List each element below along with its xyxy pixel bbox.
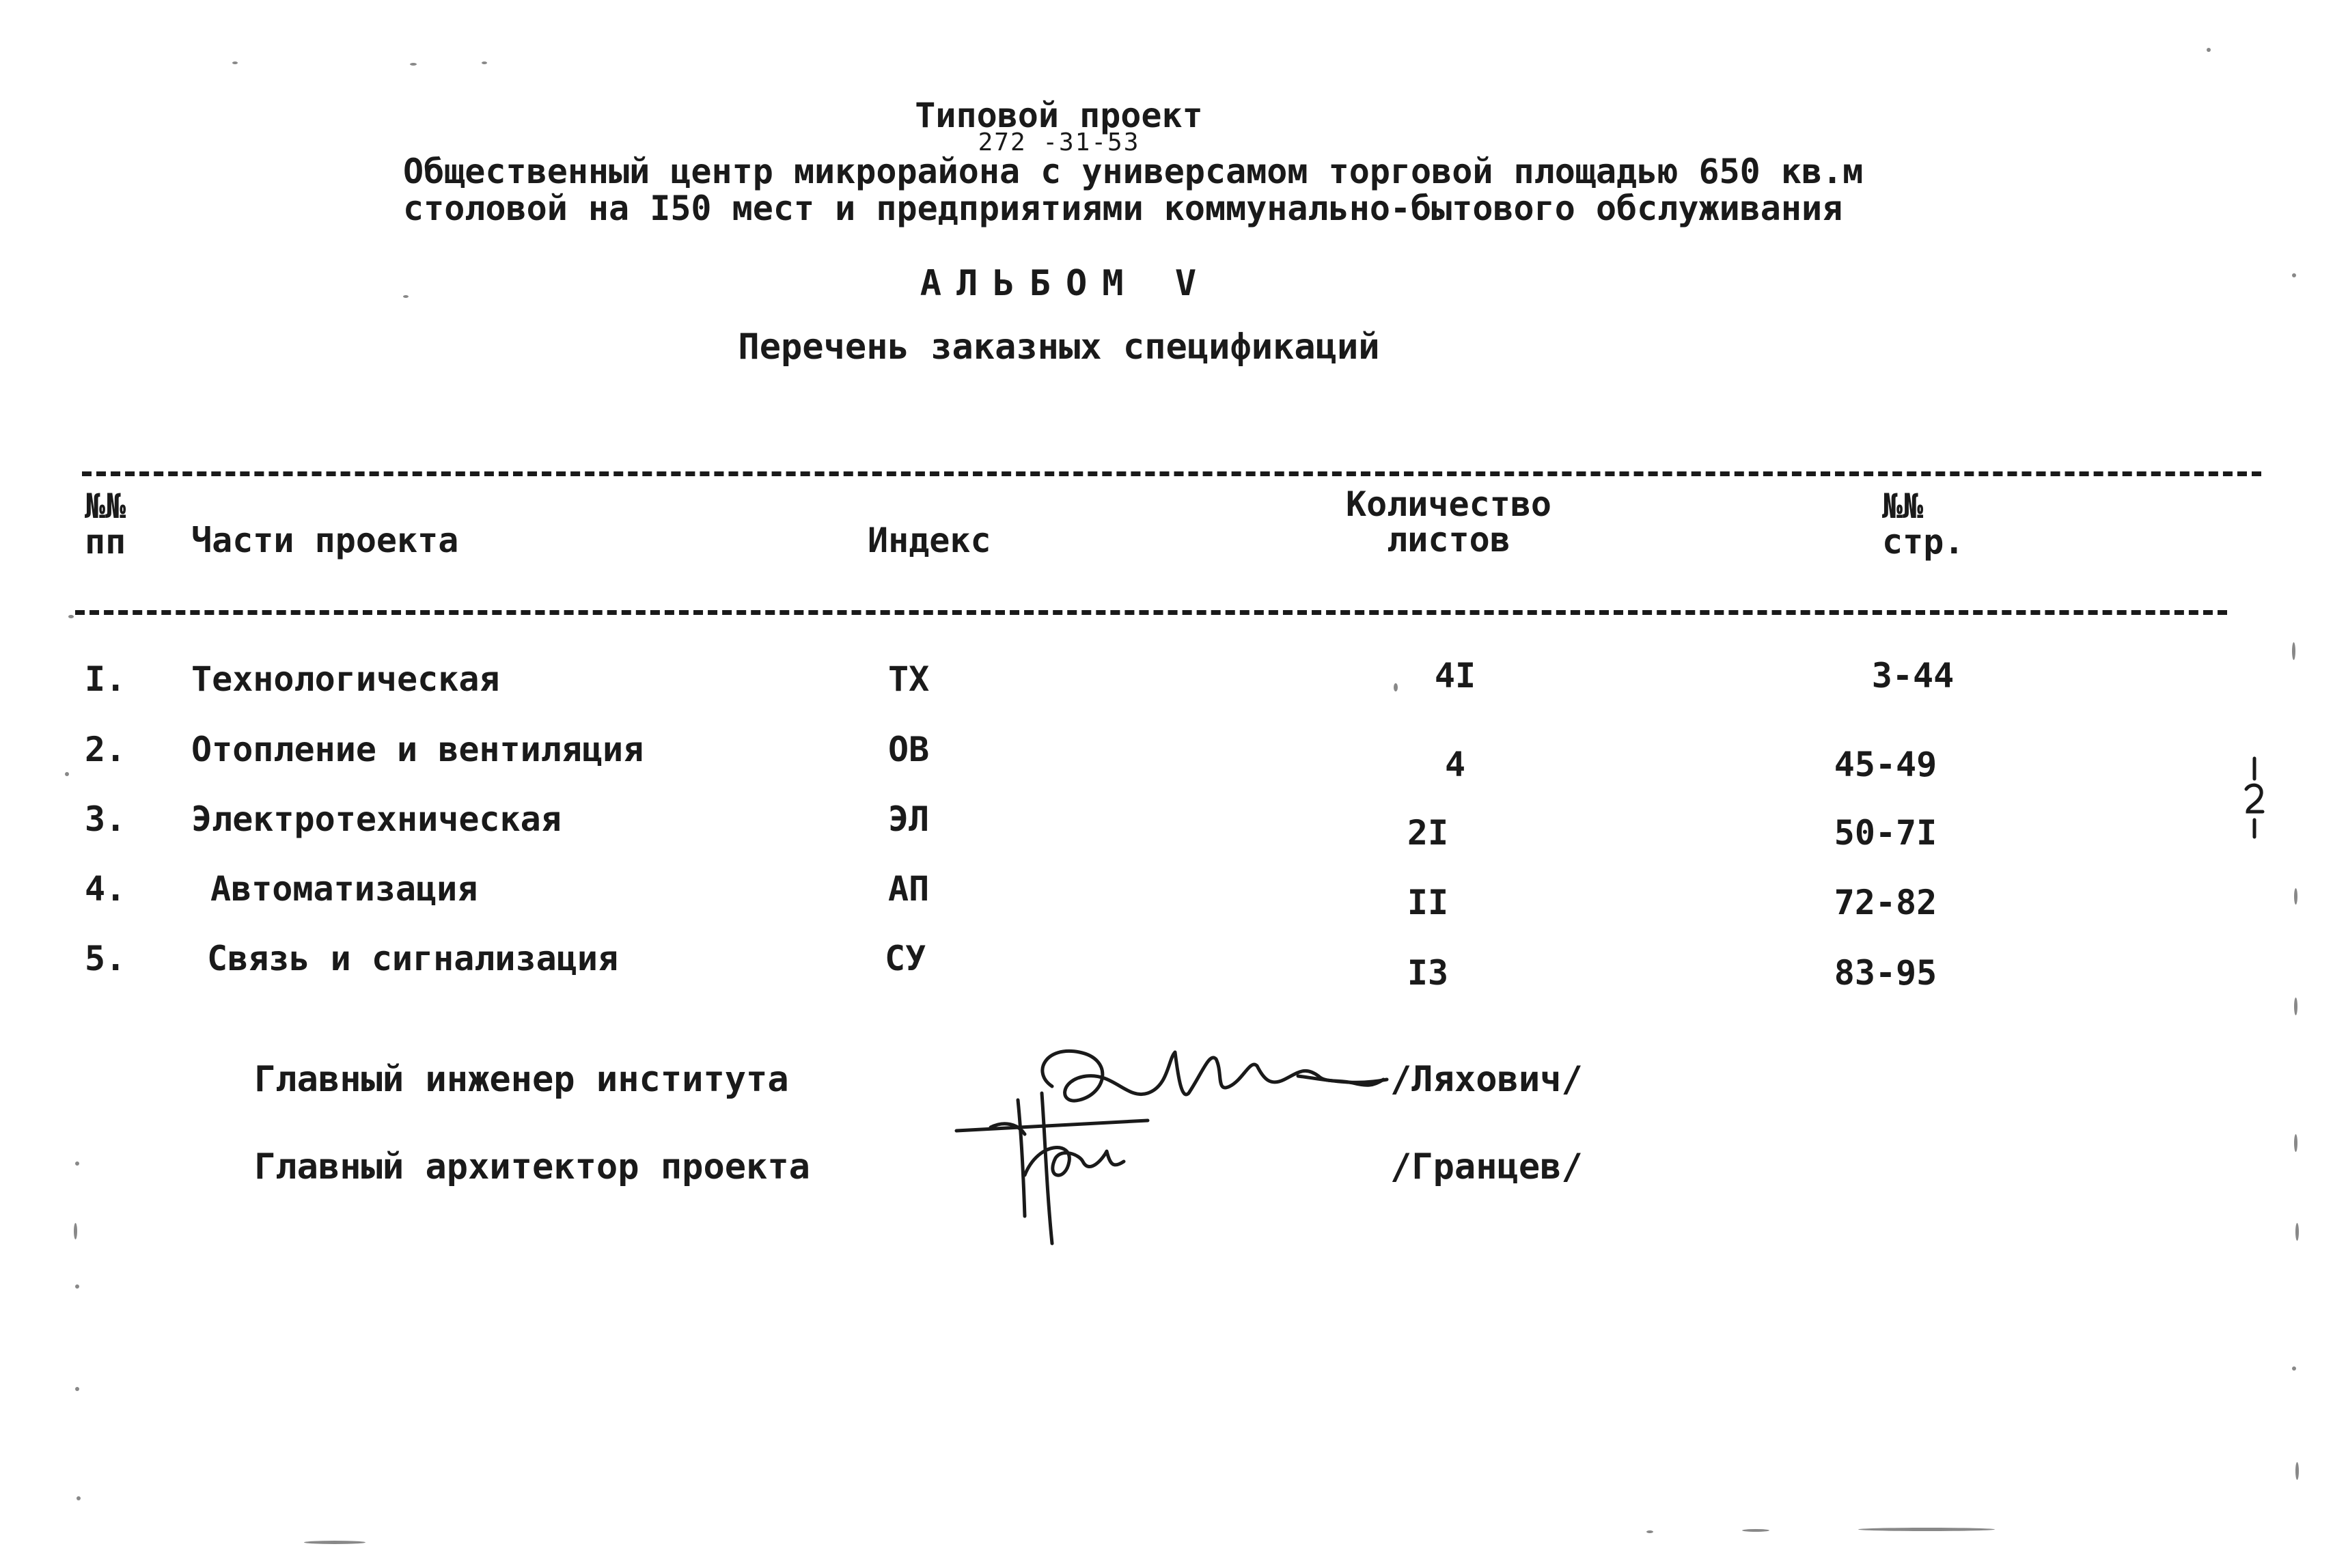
scan-speck: [304, 1541, 365, 1544]
row-index: ЭЛ: [888, 799, 930, 839]
row-part: Автоматизация: [210, 869, 478, 909]
row-pages: 50-7I: [1834, 813, 1937, 853]
header-number-line2: пп: [85, 522, 126, 562]
row-number: 4.: [85, 869, 126, 909]
page-number-mark: [2234, 752, 2275, 840]
scan-speck: [2207, 48, 2211, 52]
row-part: Технологическая: [191, 659, 500, 699]
scan-speck: [2295, 1223, 2299, 1241]
project-description-line-1: Общественный центр микрорайона с универсамом торговой площадью 650 кв.м: [403, 152, 1864, 191]
signature-role-chief-engineer: Главный инженер института: [254, 1059, 789, 1100]
table-top-rule: [82, 471, 2261, 476]
header-pages-line2: стр.: [1882, 522, 1965, 562]
project-number: 272 -31-53: [978, 128, 1140, 156]
row-index: СУ: [885, 939, 926, 978]
scan-speck: [410, 63, 417, 66]
scan-speck: [1858, 1528, 1995, 1531]
table-header-rule: [75, 610, 2227, 615]
row-sheets: 4I: [1434, 656, 1476, 696]
row-index: ТХ: [888, 659, 930, 699]
header-number-line1: №№: [85, 486, 126, 526]
row-pages: 45-49: [1834, 745, 1937, 784]
row-pages: 3-44: [1871, 656, 1955, 696]
scan-speck: [68, 615, 74, 618]
row-sheets: II: [1407, 883, 1449, 922]
scan-speck: [2294, 998, 2297, 1015]
scan-speck: [2294, 888, 2297, 905]
row-number: I.: [85, 659, 126, 699]
row-pages: 72-82: [1834, 883, 1937, 922]
row-number: 2.: [85, 730, 126, 769]
row-sheets: I3: [1407, 953, 1449, 993]
signature-name-chief-architect: /Гранцев/: [1390, 1146, 1583, 1187]
scan-speck: [75, 1387, 79, 1391]
row-part: Электротехническая: [191, 799, 562, 839]
scan-speck: [1742, 1529, 1769, 1532]
scan-speck: [482, 61, 487, 64]
header-number: [85, 486, 126, 562]
header-pages: [1882, 486, 1965, 562]
header-sheets-line2: листов: [1387, 520, 1510, 560]
scan-speck: [74, 1223, 77, 1239]
project-description-line-2: столовой на I50 мест и предприятиями коммунально-бытового обслуживания: [403, 189, 1843, 228]
scan-speck: [75, 1161, 79, 1166]
album-title: АЛЬБОМ V: [920, 263, 1212, 304]
handwritten-signatures-image: [943, 1011, 1421, 1284]
header-sheets: [1346, 486, 1551, 558]
scan-speck: [2292, 273, 2296, 277]
header-index: Индекс: [868, 521, 991, 560]
scan-speck: [1646, 1530, 1653, 1533]
scan-speck: [1394, 683, 1398, 691]
row-part: Отопление и вентиляция: [191, 730, 644, 769]
scan-speck: [2294, 1134, 2297, 1152]
row-pages: 83-95: [1834, 953, 1937, 993]
scan-speck: [2295, 1462, 2299, 1480]
signature-name-chief-engineer: /Ляхович/: [1390, 1059, 1583, 1100]
row-number: 3.: [85, 799, 126, 839]
list-title: Перечень заказных спецификаций: [738, 327, 1380, 368]
row-number: 5.: [85, 939, 126, 978]
scan-speck: [2292, 642, 2295, 660]
scan-speck: [77, 1496, 81, 1500]
scan-speck: [232, 61, 238, 64]
header-part: Части проекта: [191, 521, 459, 560]
row-part: Связь и сигнализация: [207, 939, 619, 978]
row-index: ОВ: [888, 730, 930, 769]
row-index: АП: [888, 869, 930, 909]
scan-speck: [65, 772, 69, 776]
scan-speck: [2292, 1366, 2296, 1371]
document-title: Типовой проект: [915, 96, 1203, 135]
signature-role-chief-architect: Главный архитектор проекта: [254, 1146, 810, 1187]
header-pages-line1: №№: [1882, 486, 1924, 526]
row-sheets: 2I: [1407, 813, 1449, 853]
header-sheets-line1: Количество: [1346, 484, 1552, 524]
row-sheets: 4: [1444, 745, 1466, 784]
scan-speck: [75, 1284, 79, 1289]
scan-speck: [403, 295, 409, 298]
